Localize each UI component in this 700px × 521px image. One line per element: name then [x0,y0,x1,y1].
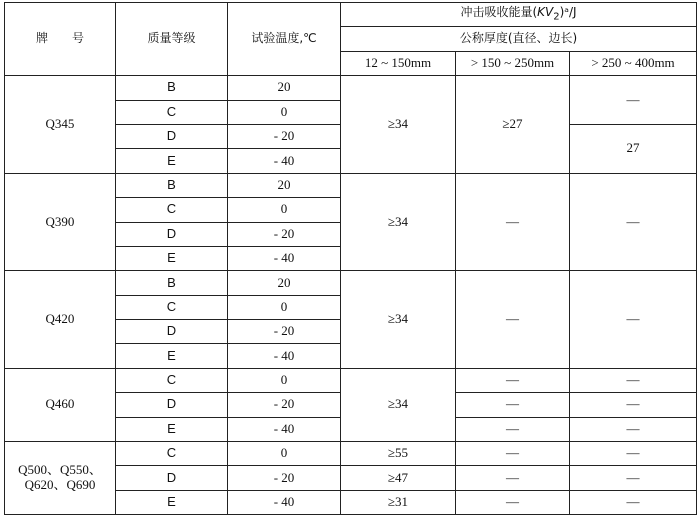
temp-cell: - 40 [228,417,341,441]
header-nominal-thickness: 公称厚度(直径、边长) [341,27,697,51]
value-range-3: — [570,173,697,271]
value-range-1: ≥34 [341,271,456,369]
value-range-2: — [456,173,570,271]
value-range-3: — [570,271,697,369]
value-range-1: ≥47 [341,466,456,490]
impact-label-suffix: )ᵃ/J [559,5,577,20]
grade-cell: E [116,246,228,270]
temp-cell: 20 [228,76,341,100]
header-grade: 质量等级 [116,3,228,76]
grade-cell: B [116,76,228,100]
grade-cell: B [116,271,228,295]
brand-cell: Q460 [5,368,116,441]
temp-cell: - 20 [228,466,341,490]
value-range-3: — [570,368,697,392]
header-brand: 牌 号 [5,3,116,76]
value-range-3: — [570,466,697,490]
grade-cell: E [116,149,228,173]
value-range-2: — [456,490,570,514]
value-range-2: — [456,442,570,466]
value-range-3: — [570,393,697,417]
header-row-1 [5,3,697,27]
temp-cell: - 20 [228,320,341,344]
header-range-3: > 250 ~ 400mm [570,51,697,75]
value-range-3: — [570,417,697,441]
table-row [5,442,697,466]
header-test-temperature: 试验温度,℃ [228,3,341,76]
value-range-2: — [456,393,570,417]
grade-cell: C [116,368,228,392]
impact-label-kv: KV [537,5,554,20]
brand-line-2: Q620、Q690 [24,477,96,493]
value-range-1: ≥34 [341,173,456,271]
value-range-3: — [570,76,697,125]
header-range-1: 12 ~ 150mm [341,51,456,75]
table-row [5,173,697,197]
value-range-2: — [456,417,570,441]
temp-cell: 0 [228,198,341,222]
grade-cell: C [116,442,228,466]
value-range-3: 27 [570,124,697,173]
temp-cell: - 40 [228,246,341,270]
grade-cell: E [116,417,228,441]
table-row [5,76,697,100]
temp-cell: 0 [228,368,341,392]
grade-cell: E [116,490,228,514]
temp-cell: 20 [228,271,341,295]
brand-line-1: Q500、Q550、 [18,462,102,478]
brand-cell [5,442,116,515]
grade-cell: C [116,100,228,124]
impact-label-sub: 2 [553,11,560,23]
value-range-2: ≥27 [456,76,570,174]
value-range-3: — [570,490,697,514]
header-range-2: > 150 ~ 250mm [456,51,570,75]
temp-cell: - 40 [228,490,341,514]
value-range-1: ≥34 [341,76,456,174]
temp-cell: - 40 [228,344,341,368]
brand-cell: Q420 [5,271,116,369]
temp-cell: 0 [228,295,341,319]
grade-cell: D [116,124,228,148]
impact-energy-table [4,2,697,515]
value-range-2: — [456,271,570,369]
impact-label-prefix: 冲击吸收能量( [460,5,538,20]
temp-cell: - 40 [228,149,341,173]
grade-cell: E [116,344,228,368]
temp-cell: 0 [228,442,341,466]
header-impact-energy [341,3,697,27]
table-row [5,368,697,392]
table-row [5,271,697,295]
value-range-2: — [456,368,570,392]
grade-cell: D [116,222,228,246]
grade-cell: C [116,198,228,222]
temp-cell: - 20 [228,124,341,148]
value-range-2: — [456,466,570,490]
value-range-1: ≥34 [341,368,456,441]
value-range-1: ≥55 [341,442,456,466]
temp-cell: - 20 [228,393,341,417]
grade-cell: B [116,173,228,197]
grade-cell: C [116,295,228,319]
grade-cell: D [116,466,228,490]
grade-cell: D [116,320,228,344]
grade-cell: D [116,393,228,417]
temp-cell: 0 [228,100,341,124]
value-range-3: — [570,442,697,466]
value-range-1: ≥31 [341,490,456,514]
temp-cell: 20 [228,173,341,197]
temp-cell: - 20 [228,222,341,246]
brand-cell: Q345 [5,76,116,174]
brand-cell: Q390 [5,173,116,271]
